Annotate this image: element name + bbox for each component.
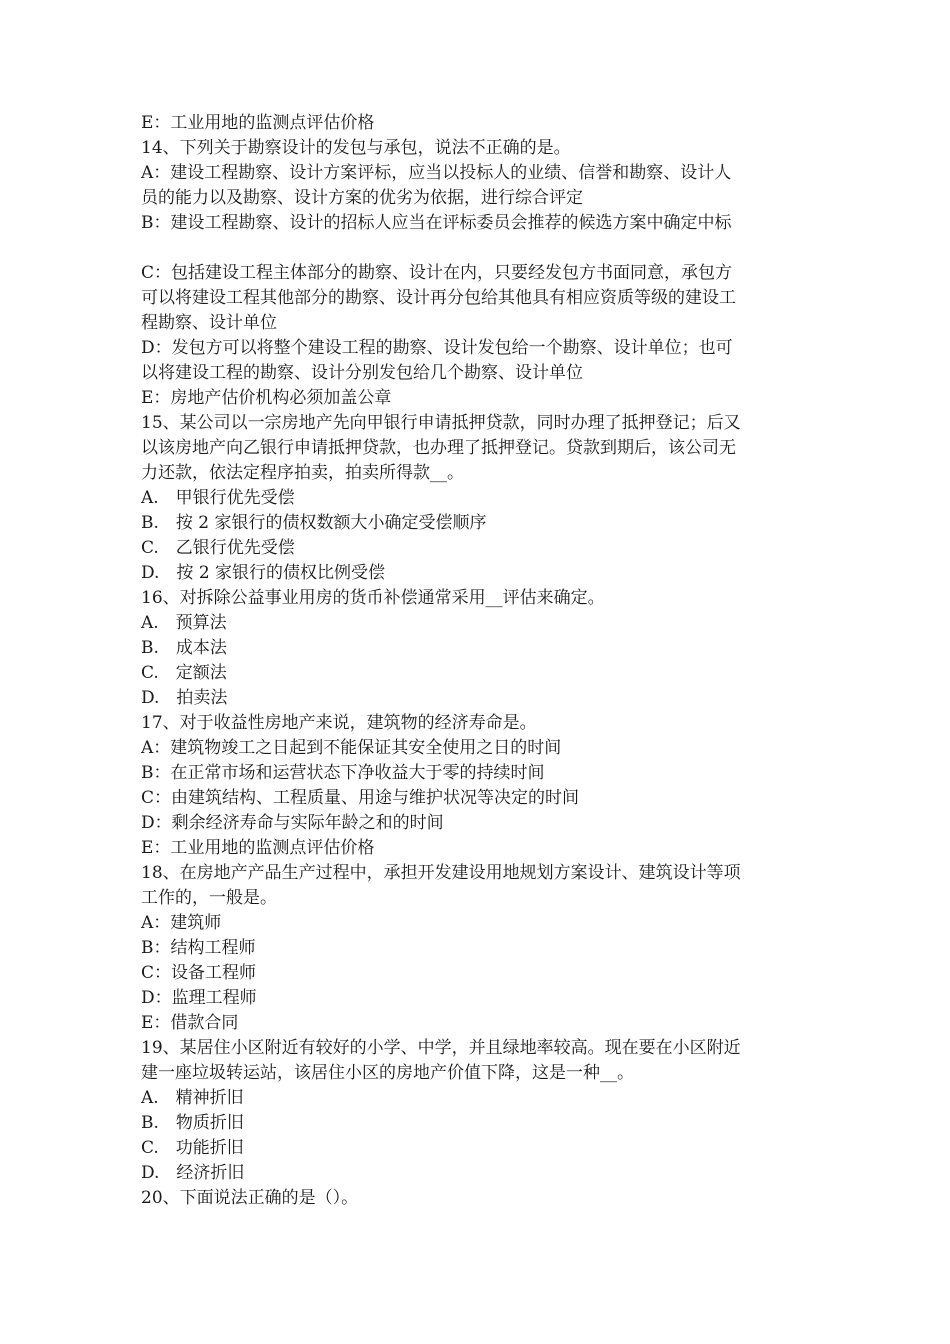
option-a-q18: A：建筑师 — [141, 913, 222, 933]
question-18-line1: 18、在房地产产品生产过程中，承担开发建设用地规划方案设计、建筑设计等项 — [141, 863, 741, 883]
option-a-q14-line2: 员的能力以及勘察、设计方案的优劣为依据，进行综合评定 — [141, 188, 583, 208]
option-c-q18: C：设备工程师 — [141, 963, 257, 983]
option-b-q14: B：建设工程勘察、设计的招标人应当在评标委员会推荐的候选方案中确定中标 — [141, 213, 732, 233]
question-15-line3: 力还款，依法定程序拍卖，拍卖所得款__。 — [141, 463, 464, 483]
option-d-q19: D. 经济折旧 — [141, 1163, 245, 1183]
question-15-line2: 以该房地产向乙银行申请抵押贷款，也办理了抵押登记。贷款到期后，该公司无 — [141, 438, 736, 458]
option-d-q14-line1: D：发包方可以将整个建设工程的勘察、设计发包给一个勘察、设计单位；也可 — [141, 338, 733, 358]
option-e-q18: E：借款合同 — [141, 1013, 239, 1033]
option-e-q13: E：工业用地的监测点评估价格 — [141, 113, 375, 133]
blank-line — [141, 236, 813, 261]
option-c-q14-line2: 可以将建设工程其他部分的勘察、设计再分包给其他具有相应资质等级的建设工 — [141, 288, 736, 308]
option-c-q16: C. 定额法 — [141, 663, 227, 683]
option-d-q18: D：监理工程师 — [141, 988, 257, 1008]
option-e-q14: E：房地产估价机构必须加盖公章 — [141, 388, 392, 408]
option-a-q16: A. 预算法 — [141, 613, 227, 633]
option-c-q17: C：由建筑结构、工程质量、用途与维护状况等决定的时间 — [141, 788, 580, 808]
option-b-q16: B. 成本法 — [141, 638, 227, 658]
question-16: 16、对拆除公益事业用房的货币补偿通常采用__评估来确定。 — [141, 588, 605, 608]
option-b-q15: B. 按 2 家银行的债权数额大小确定受偿顺序 — [141, 513, 487, 533]
option-e-q17: E：工业用地的监测点评估价格 — [141, 838, 375, 858]
option-a-q17: A：建筑物竣工之日起到不能保证其安全使用之日的时间 — [141, 738, 562, 758]
question-14: 14、下列关于勘察设计的发包与承包，说法不正确的是。 — [141, 138, 571, 158]
option-c-q14-line3: 程勘察、设计单位 — [141, 313, 277, 333]
option-b-q17: B：在正常市场和运营状态下净收益大于零的持续时间 — [141, 763, 545, 783]
question-18-line2: 工作的，一般是。 — [141, 888, 277, 908]
option-a-q15: A. 甲银行优先受偿 — [141, 488, 295, 508]
option-c-q14-line1: C：包括建设工程主体部分的勘察、设计在内，只要经发包方书面同意，承包方 — [141, 263, 733, 283]
question-19-line1: 19、某居住小区附近有较好的小学、中学，并且绿地率较高。现在要在小区附近 — [141, 1038, 741, 1058]
option-d-q15: D. 按 2 家银行的债权比例受偿 — [141, 563, 386, 583]
document-page — [141, 111, 813, 1211]
question-19-line2: 建一座垃圾转运站，该居住小区的房地产价值下降，这是一种__。 — [141, 1063, 634, 1083]
option-b-q18: B：结构工程师 — [141, 938, 256, 958]
option-c-q15: C. 乙银行优先受偿 — [141, 538, 295, 558]
option-d-q17: D：剩余经济寿命与实际年龄之和的时间 — [141, 813, 444, 833]
option-d-q16: D. 拍卖法 — [141, 688, 228, 708]
option-d-q14-line2: 以将建设工程的勘察、设计分别发包给几个勘察、设计单位 — [141, 363, 583, 383]
question-20: 20、下面说法正确的是（）。 — [141, 1188, 359, 1208]
question-17: 17、对于收益性房地产来说，建筑物的经济寿命是。 — [141, 713, 537, 733]
option-b-q19: B. 物质折旧 — [141, 1113, 244, 1133]
question-15-line1: 15、某公司以一宗房地产先向甲银行申请抵押贷款，同时办理了抵押登记；后又 — [141, 413, 741, 433]
option-c-q19: C. 功能折旧 — [141, 1138, 244, 1158]
option-a-q19: A. 精神折旧 — [141, 1088, 244, 1108]
option-a-q14-line1: A：建设工程勘察、设计方案评标，应当以投标人的业绩、信誉和勘察、设计人 — [141, 163, 732, 183]
